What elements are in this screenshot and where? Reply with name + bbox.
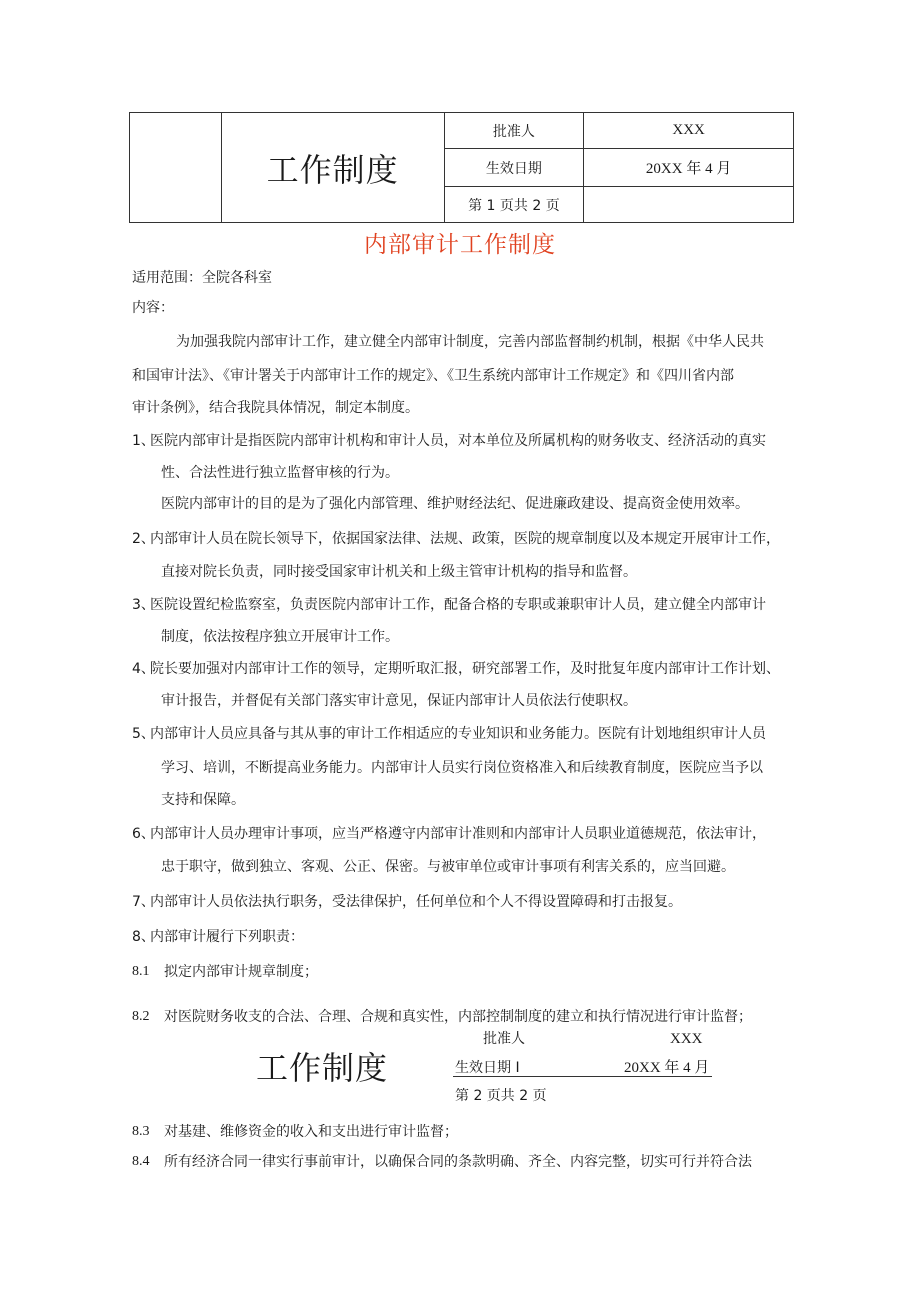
item-line: 医院内部审计的目的是为了强化内部管理、维护财经法纪、促进廉政建设、提高资金使用效率。: [161, 496, 749, 512]
header2-title: 工作制度: [256, 1049, 389, 1087]
subitem-number: 8.1: [132, 964, 150, 979]
item-line: 内部审计人员应具备与其从事的审计工作相适应的专业知识和业务能力。医院有计划地组织审计人员: [150, 726, 766, 742]
subitem-number: 8.2: [132, 1009, 150, 1024]
intro-line: 为加强我院内部审计工作，建立健全内部审计制度，完善内部监督制约机制，根据《中华人民共: [176, 334, 764, 350]
header2-underline: [453, 1076, 712, 1077]
item-line: 内部审计人员依法执行职务，受法律保护，任何单位和个人不得设置障碍和打击报复。: [150, 894, 682, 910]
approver-value: XXX: [584, 113, 794, 149]
content-label: 内容：: [132, 300, 174, 316]
effective-date-label: 生效日期: [444, 149, 584, 187]
item-line: 医院内部审计是指医院内部审计机构和审计人员，对本单位及所属机构的财务收支、经济活动的真实: [150, 433, 766, 449]
header2-page-info: 第 2 页共 2 页: [455, 1088, 547, 1104]
header2-approver-label: 批准人: [483, 1031, 525, 1047]
item-number: 1、: [132, 433, 155, 449]
item-line: 内部审计人员在院长领导下，依据国家法律、法规、政策，医院的规章制度以及本规定开展审计工作，: [150, 531, 780, 547]
page-info: 第 1 页共 2 页: [444, 187, 584, 223]
item-line: 医院设置纪检监察室，负责医院内部审计工作，配备合格的专职或兼职审计人员，建立健全内部审计: [150, 597, 766, 613]
document-title: 内部审计工作制度: [364, 232, 556, 258]
logo-cell: [130, 113, 222, 223]
header-title: 工作制度: [221, 113, 444, 223]
item-line: 忠于职守，做到独立、客观、公正、保密。与被审单位或审计事项有利害关系的，应当回避。: [161, 859, 735, 875]
item-line: 学习、培训，不断提高业务能力。内部审计人员实行岗位资格准入和后续教育制度，医院应当予以: [161, 760, 763, 776]
item-number: 5、: [132, 726, 155, 742]
item-line: 审计报告，并督促有关部门落实审计意见，保证内部审计人员依法行使职权。: [161, 693, 637, 709]
empty-cell: [584, 187, 794, 223]
subitem-number: 8.4: [132, 1154, 150, 1169]
scope-line: 适用范围：全院各科室: [132, 270, 272, 286]
item-line: 院长要加强对内部审计工作的领导，定期听取汇报，研究部署工作，及时批复年度内部审计工作计划、: [150, 661, 780, 677]
approver-label: 批准人: [444, 113, 584, 149]
item-line: 性、合法性进行独立监督审核的行为。: [161, 465, 399, 481]
item-number: 6、: [132, 826, 155, 842]
item-number: 3、: [132, 597, 155, 613]
subitem-text: 对基建、维修资金的收入和支出进行审计监督；: [164, 1124, 458, 1140]
item-number: 4、: [132, 661, 155, 677]
item-line: 直接对院长负责，同时接受国家审计机关和上级主管审计机构的指导和监督。: [161, 564, 637, 580]
header2-approver-value: XXX: [670, 1031, 703, 1047]
header2-effective-label: 生效日期 I: [455, 1060, 520, 1076]
subitem-text: 所有经济合同一律实行事前审计，以确保合同的条款明确、齐全、内容完整，切实可行并符合法: [164, 1154, 752, 1170]
item-line: 内部审计人员办理审计事项，应当严格遵守内部审计准则和内部审计人员职业道德规范，依法审计，: [150, 826, 766, 842]
item-number: 7、: [132, 894, 155, 910]
header2-effective-value: 20XX 年 4 月: [624, 1060, 710, 1076]
item-number: 8、: [132, 929, 155, 945]
subitem-number: 8.3: [132, 1124, 150, 1139]
subitem-text: 对医院财务收支的合法、合理、合规和真实性，内部控制制度的建立和执行情况进行审计监督；: [164, 1009, 752, 1025]
item-line: 内部审计履行下列职责：: [150, 929, 304, 945]
effective-date-value: 20XX 年 4 月: [584, 149, 794, 187]
intro-line: 和国审计法》、《审计署关于内部审计工作的规定》、《卫生系统内部审计工作规定》和《四川省内部: [132, 368, 734, 384]
header-table: [129, 112, 794, 223]
item-line: 支持和保障。: [161, 792, 245, 808]
item-line: 制度，依法按程序独立开展审计工作。: [161, 629, 399, 645]
subitem-text: 拟定内部审计规章制度；: [164, 964, 318, 980]
item-number: 2、: [132, 531, 155, 547]
intro-line: 审计条例》，结合我院具体情况，制定本制度。: [132, 400, 419, 416]
